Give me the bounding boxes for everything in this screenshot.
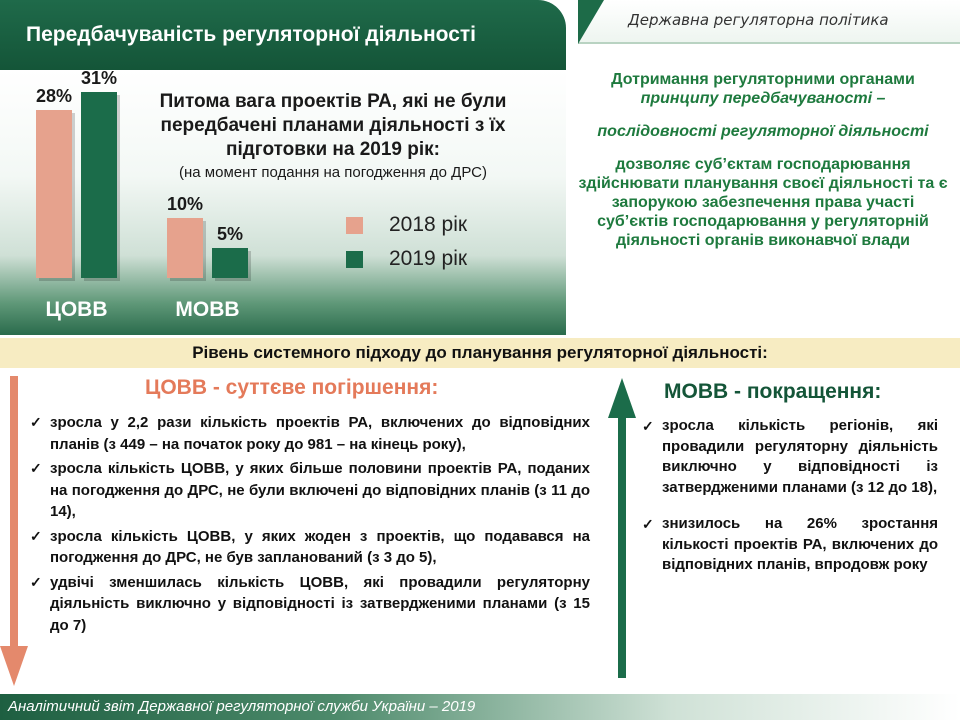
list-item: [30, 526, 590, 569]
arrow-down-icon: [10, 376, 18, 648]
chart-title-line: Питома вага проектів РА, які не були: [159, 91, 507, 112]
list-item-text: зросла у 2,2 рази кількість проектів РА, включених до відповідних планів (з 449 – на початок року до 981 – на кінець року),: [50, 414, 590, 453]
list-item: [642, 416, 938, 498]
page-title: Передбачуваність регуляторної діяльності: [0, 0, 566, 70]
data-label: 10%: [166, 194, 204, 214]
data-label: 5%: [216, 224, 244, 244]
check-icon: ✓: [30, 460, 42, 476]
list-item: [30, 412, 590, 455]
section-header: [578, 0, 960, 44]
list-item-text: зросла кількість ЦОВВ, у яких жоден з проектів, що подавався на погодження до ДРС, не був запланований (з 3 до 5),: [50, 527, 590, 566]
principle-line: Дотримання регуляторними органами: [611, 71, 915, 88]
legend-label: 2018 рік: [389, 213, 468, 236]
right-section-heading: МОВВ - покращення:: [664, 380, 882, 403]
check-icon: ✓: [30, 414, 42, 430]
chart-title-line: передбачені планами діяльності з їх: [160, 115, 506, 136]
data-label: 28%: [35, 86, 73, 106]
bar-2018-1: [167, 218, 203, 278]
left-section-heading: ЦОВВ - суттєве погіршення:: [145, 376, 439, 399]
bar-2019-0: [81, 92, 117, 278]
principle-paragraph: дозволяє суб’єктам господарювання здійснювати планування своєї діяльності та є запорукою забезпечення права участі суб’єктів господарювання у регуляторній діяльності органів виконавчої влади: [578, 156, 948, 249]
legend-swatch-2019: [346, 251, 363, 268]
legend-label: 2019 рік: [389, 247, 468, 270]
arrow-up-head-icon: [608, 378, 636, 418]
chart-title: [128, 90, 538, 162]
list-item: [30, 572, 590, 637]
list-item-text: знизилось на 26% зростання кількості проектів РА, включених до відповідних планів, впродовж року: [662, 515, 938, 573]
category-label: МОВВ: [175, 298, 240, 321]
principle-line: принципу передбачуваності –: [640, 90, 886, 107]
principle-paragraph: послідовності регуляторної діяльності: [597, 123, 929, 140]
footer-text: Аналітичний звіт Державної регуляторної служби України – 2019: [8, 698, 476, 715]
list-item: [30, 458, 590, 523]
principle-text: [578, 70, 948, 250]
legend-swatch-2018: [346, 217, 363, 234]
category-label: ЦОВВ: [45, 298, 108, 321]
footer: [0, 694, 960, 720]
list-item-text: зросла кількість ЦОВВ, у яких більше половини проектів РА, поданих на погодження до ДРС, не були включені до відповідних планів (з 11 до 14),: [50, 460, 590, 520]
data-label: 31%: [80, 70, 118, 88]
bar-2018-0: [36, 110, 72, 278]
check-icon: ✓: [30, 527, 42, 544]
chart-legend: [346, 208, 467, 276]
legend-item: [346, 208, 467, 242]
check-icon: ✓: [642, 418, 654, 434]
check-icon: ✓: [30, 573, 42, 590]
list-item: [642, 514, 938, 576]
list-item-text: удвічі зменшилась кількість ЦОВВ, які провадили регуляторну діяльність виключно у відповідності із затвердженими планами (з 15 до 7): [50, 573, 590, 634]
arrow-down-head-icon: [0, 646, 28, 686]
legend-item: [346, 242, 467, 276]
chart-panel: [0, 70, 566, 335]
header-accent: [578, 0, 604, 44]
chart-title-line: підготовки на 2019 рік:: [225, 139, 440, 160]
bar-2019-1: [212, 248, 248, 278]
chart-subtitle: (на момент подання на погодження до ДРС): [179, 164, 487, 181]
check-icon: ✓: [642, 516, 654, 532]
section-label: Державна регуляторна політика: [628, 11, 889, 29]
section-banner: Рівень системного підходу до планування регуляторної діяльності:: [0, 338, 960, 368]
principle-paragraph: [578, 70, 948, 108]
right-findings-list: [642, 416, 938, 576]
left-findings-list: [30, 412, 590, 639]
arrow-up-icon: [618, 416, 626, 678]
list-item-text: зросла кількість регіонів, які провадили регуляторну діяльність виключно у відповідності із затвердженими планами (з 12 до 18),: [662, 417, 938, 496]
